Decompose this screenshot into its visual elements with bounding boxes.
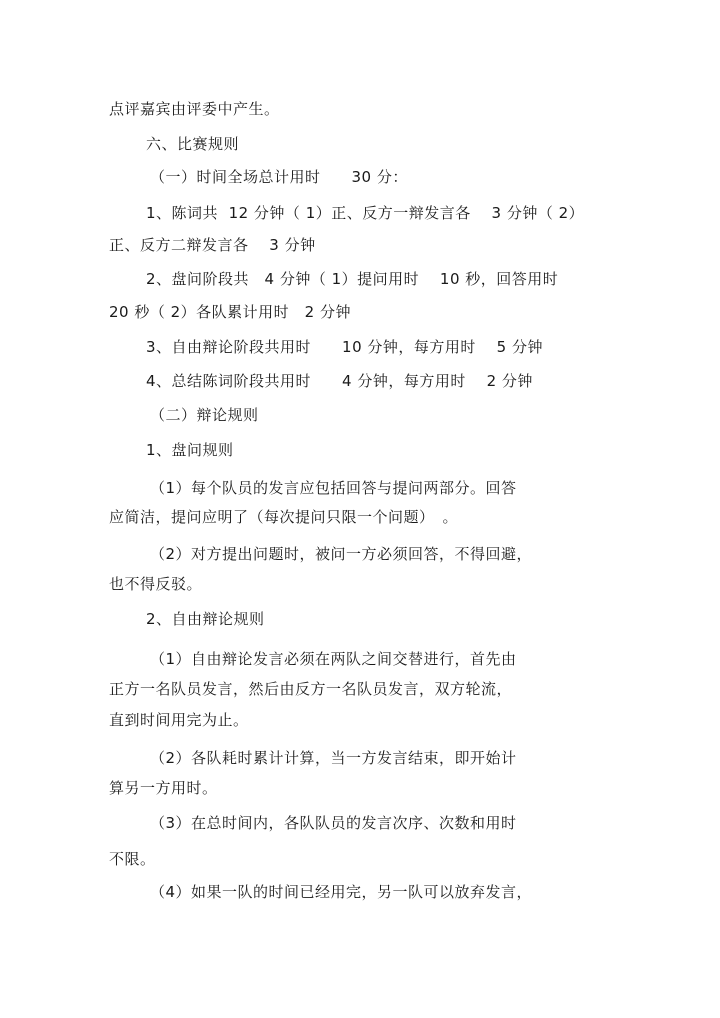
text-line: （2）各队耗时累计计算，当一方发言结束，即开始计 <box>150 749 517 767</box>
text-line: 不限。 <box>109 850 156 868</box>
text-line: （2）对方提出问题时，被问一方必须回答，不得回避， <box>150 545 533 563</box>
text-line: 算另一方用时。 <box>109 779 218 797</box>
text-line: （1）自由辩论发言必须在两队之间交替进行，首先由 <box>150 650 517 668</box>
rule-heading: 2、自由辩论规则 <box>146 610 265 628</box>
text-line: 1、陈词共 12 分钟（ 1）正、反方一辩发言各 3 分钟（ 2） <box>146 204 585 222</box>
text-line: 也不得反驳。 <box>109 575 203 593</box>
text-line: 正方一名队员发言，然后由反方一名队员发言，双方轮流， <box>109 680 513 698</box>
text-line: （3）在总时间内，各队队员的发言次序、次数和用时 <box>150 814 517 832</box>
text-line: 4、总结陈词阶段共用时 4 分钟，每方用时 2 分钟 <box>146 372 533 390</box>
text-line: 直到时间用完为止。 <box>109 711 249 729</box>
text-line: （1）每个队员的发言应包括回答与提问两部分。回答 <box>150 479 517 497</box>
text-line: 点评嘉宾由评委中产生。 <box>109 100 280 118</box>
text-line: （4）如果一队的时间已经用完，另一队可以放弃发言， <box>150 883 533 901</box>
rule-heading: 1、盘问规则 <box>146 441 234 459</box>
text-line: 3、自由辩论阶段共用时 10 分钟，每方用时 5 分钟 <box>146 338 543 356</box>
subsection-heading: （二）辩论规则 <box>150 406 259 424</box>
text-line: 2、盘问阶段共 4 分钟（ 1）提问用时 10 秒，回答用时 <box>146 270 559 288</box>
text-line: 应简洁，提问应明了（每次提问只限一个问题） 。 <box>109 508 459 526</box>
subsection-heading: （一）时间全场总计用时 30 分： <box>150 168 408 186</box>
text-line: 正、反方二辩发言各 3 分钟 <box>109 236 316 254</box>
text-line: 20 秒（ 2）各队累计用时 2 分钟 <box>109 303 351 321</box>
section-heading: 六、比赛规则 <box>146 135 240 153</box>
